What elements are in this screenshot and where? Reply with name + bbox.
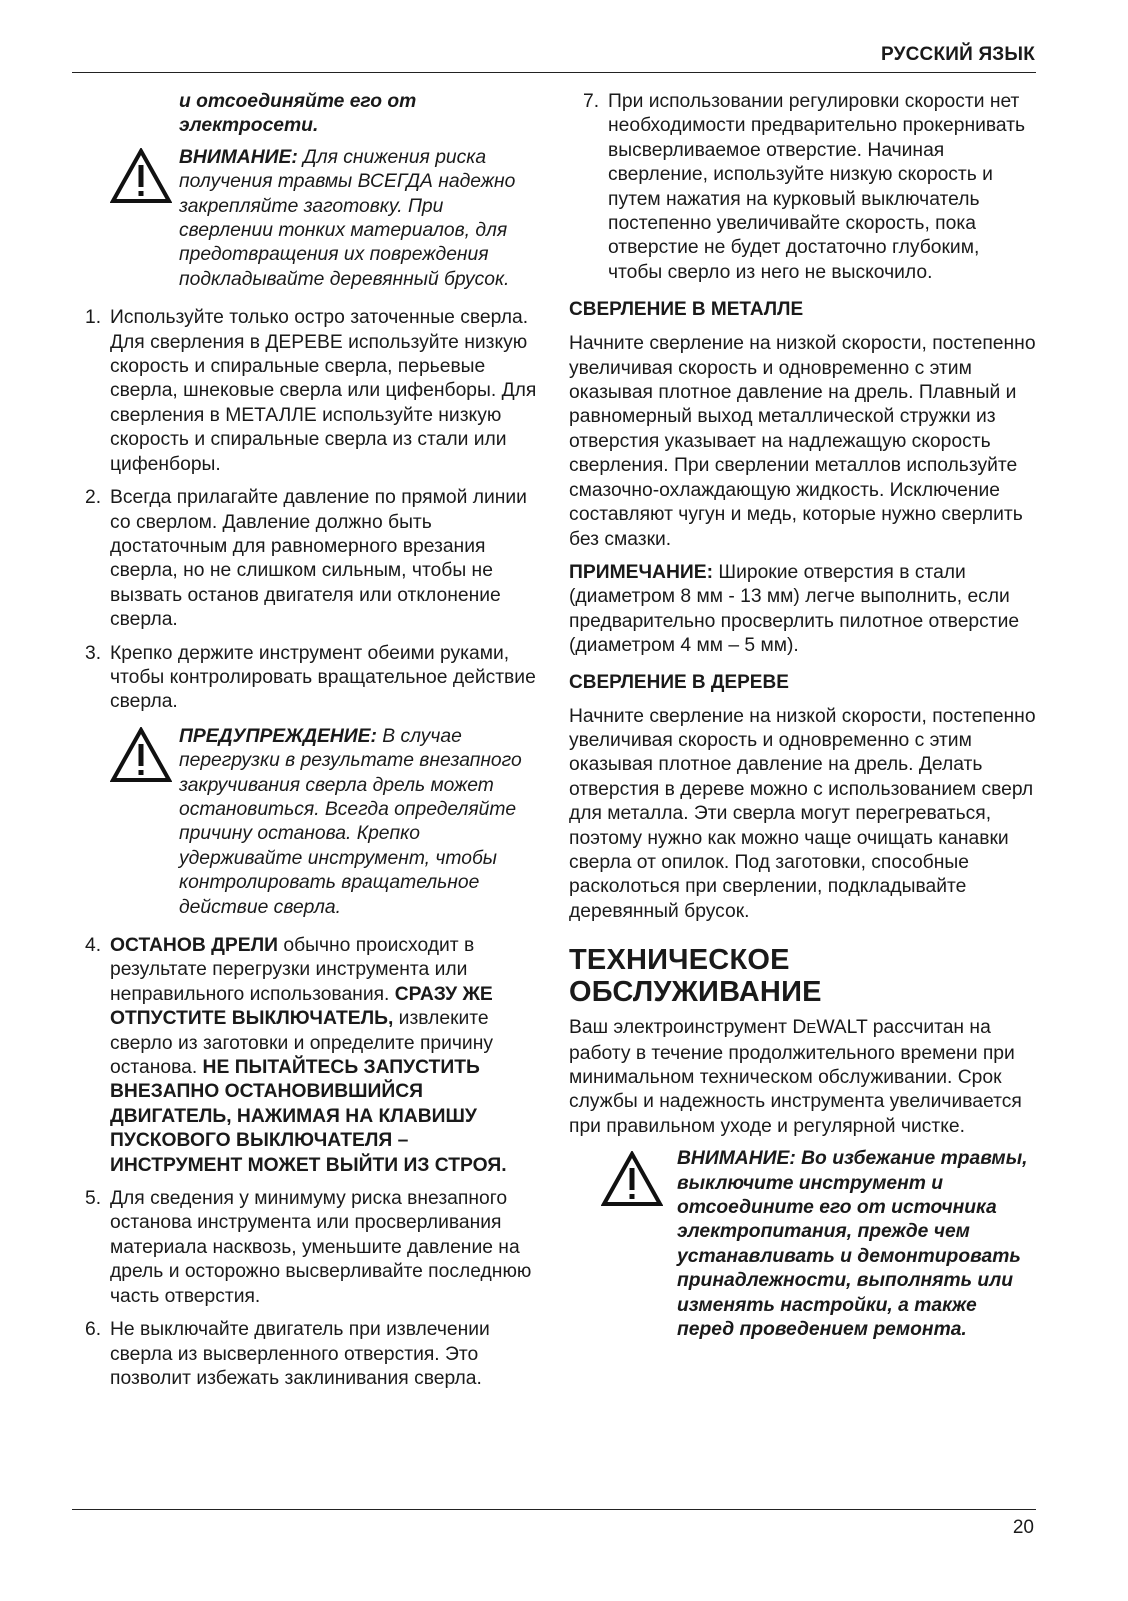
warning-2-label: ПРЕДУПРЕЖДЕНИЕ: bbox=[179, 725, 377, 747]
list-item-text: Используйте только остро заточенные сверла. Для сверления в ДЕРЕВЕ используйте низкую скорость и спиральные сверла, перьевые сверла, шнековые сверла или цифенборы. Для сверления в МЕТАЛЛЕ используйте низкую скорость и спиральные сверла из стали или цифенборы. bbox=[110, 307, 537, 475]
list-item-text bbox=[110, 934, 537, 1178]
list-item-text: При использовании регулировки скорости нет необходимости предварительно прокернивать высверливаемое отверстие. Начиная сверление, используйте низкую скорость и путем нажатия на курковый выключатель постепенно увеличивайте скорость, пока отверстие не будет достаточно глубоким, чтобы сверло из него не выскочило. bbox=[608, 91, 1026, 283]
list-item-number: 1. bbox=[85, 307, 102, 329]
warning-triangle-icon bbox=[110, 148, 172, 204]
list-item-number: 7. bbox=[583, 91, 600, 112]
list-item-number: 5. bbox=[85, 1188, 102, 1210]
warning-block-3 bbox=[569, 1147, 1036, 1342]
list-item bbox=[85, 1318, 537, 1391]
note-label: ПРИМЕЧАНИЕ: bbox=[569, 561, 714, 583]
maintenance-heading bbox=[569, 944, 1036, 1008]
do-not-restart-emphasis: НЕ ПЫТАЙТЕСЬ ЗАПУСТИТЬ ВНЕЗАПНО ОСТАНОВИВШИЙСЯ ДВИГАТЕЛЬ, НАЖИМАЯ НА КЛАВИШУ ПУСКОВОГО ВЫКЛЮЧАТЕЛЯ – ИНСТРУМЕНТ МОЖЕТ ВЫЙТИ ИЗ СТРОЯ. bbox=[110, 1057, 507, 1176]
maintenance-text-1: Ваш электроинструмент bbox=[569, 1017, 793, 1039]
warning-block-1 bbox=[85, 146, 537, 292]
list-item-number: 3. bbox=[85, 642, 102, 664]
list-item-number: 6. bbox=[85, 1319, 102, 1341]
list-item-number: 4. bbox=[85, 935, 102, 956]
item-4-text-2: извлеките сверло из заготовки и определите причину останова. bbox=[110, 1008, 493, 1079]
maintenance-paragraph bbox=[569, 1016, 1036, 1139]
list-item bbox=[583, 90, 1036, 285]
list-item-text: Не выключайте двигатель при извлечении сверла из высверленного отверстия. Это позволит избежать заклинивания сверла. bbox=[110, 1319, 490, 1389]
brand-tail: WALT bbox=[816, 1017, 868, 1039]
metal-paragraph: Начните сверление на низкой скорости, постепенно увеличивая скорость и одновременно с этим оказывая плотное давление на дрель. Плавный и равномерный выход металлической стружки из отверстия указывает на надлежащую скорость сверления. При сверлении металлов используйте смазочно-охлаждающую жидкость. Исключение составляют чугун и медь, которые нужно сверлить без смазки. bbox=[569, 333, 1036, 550]
header-rule bbox=[72, 72, 1036, 73]
list-item-text: Для сведения у минимуму риска внезапного останова инструмента или просверливания материала насквозь, уменьшите давление на дрель и осторожно высверливайте последнюю часть отверстия. bbox=[110, 1188, 532, 1307]
maintenance-heading-line-1: ТЕХНИЧЕСКОЕ bbox=[569, 944, 790, 977]
warning-3-text: ВНИМАНИЕ: Во избежание травмы, выключите инструмент и отсоедините его от источника электропитания, прежде чем устанавливать и демонтировать принадлежности, выполнять или изменять настройки, а также перед проведением ремонта. bbox=[677, 1148, 1028, 1341]
warning-triangle-icon bbox=[110, 727, 172, 783]
brand-first: D bbox=[792, 1017, 807, 1039]
section-heading-metal: СВЕРЛЕНИЕ В МЕТАЛЛЕ bbox=[569, 299, 804, 321]
left-column bbox=[85, 90, 537, 1400]
item-4-text-1: обычно происходит в результате перегрузки инструмента или неправильного использования. bbox=[110, 935, 475, 1005]
maintenance-text-2: рассчитан на работу в течение продолжительного времени при минимальном техническом обслуживании. Срок службы и надежность инструмента увеличивается при правильном уходе и регулярной чистке. bbox=[569, 1017, 1022, 1137]
wood-paragraph: Начните сверление на низкой скорости, постепенно увеличивая скорость и одновременно с этим оказывая плотное давление на дрель. Делать отверстия в дереве можно с использованием сверл для металла. Эти сверла могут перегреваться, поэтому нужно как можно чаще очищать канавки сверла от опилок. Под заготовки, способные расколоться при сверлении, подкладывайте деревянный брусок. bbox=[569, 705, 1036, 922]
maintenance-heading-line-2: ОБСЛУЖИВАНИЕ bbox=[569, 976, 822, 1009]
brand-name bbox=[792, 1017, 867, 1038]
warning-2-text: В случае перегрузки в результате внезапного закручивания сверла дрель может остановиться. Всегда определяйте причину останова. Крепко удерживайте инструмент, чтобы контролировать вращательное действие сверла. bbox=[179, 725, 522, 918]
stall-heading: ОСТАНОВ ДРЕЛИ bbox=[110, 935, 278, 956]
list-item bbox=[85, 306, 537, 477]
list-item bbox=[85, 486, 537, 632]
list-item bbox=[85, 934, 537, 1178]
list-item bbox=[85, 1187, 537, 1309]
brand-small-cap: E bbox=[806, 1020, 817, 1038]
page-number: 20 bbox=[1012, 1517, 1034, 1538]
warning-1-text: Для снижения риска получения травмы ВСЕГДА надежно закрепляйте заготовку. При сверлении тонких материалов, для предотвращения их повреждения подкладывайте деревянный брусок. bbox=[179, 146, 516, 290]
warning-1-label: ВНИМАНИЕ: bbox=[179, 146, 298, 168]
warning-block-2 bbox=[85, 725, 537, 920]
list-item bbox=[85, 642, 537, 715]
lead-continuation: и отсоединяйте его от электросети. bbox=[179, 91, 417, 137]
list-item-text: Всегда прилагайте давление по прямой линии со сверлом. Давление должно быть достаточным для равномерного врезания сверла, но не слишком сильным, чтобы не вызвать останов двигателя или отклонение сверла. bbox=[110, 487, 527, 631]
header-language: РУССКИЙ ЯЗЫК bbox=[880, 44, 1035, 65]
note-text: Широкие отверстия в стали (диаметром 8 мм - 13 мм) легче выполнить, если предварительно просверлить пилотное отверстие (диаметром 4 мм – 5 мм). bbox=[569, 561, 1020, 657]
footer-rule bbox=[72, 1509, 1036, 1510]
note-paragraph bbox=[569, 561, 1036, 659]
list-item-number: 2. bbox=[85, 487, 102, 509]
warning-triangle-icon bbox=[601, 1151, 663, 1207]
release-switch-emphasis: СРАЗУ ЖЕ ОТПУСТИТЕ ВЫКЛЮЧАТЕЛЬ, bbox=[110, 983, 493, 1030]
list-item-text: Крепко держите инструмент обеими руками, чтобы контролировать вращательное действие сверла. bbox=[110, 642, 536, 713]
section-heading-wood: СВЕРЛЕНИЕ В ДЕРЕВЕ bbox=[569, 671, 789, 693]
right-column bbox=[569, 90, 1036, 1356]
